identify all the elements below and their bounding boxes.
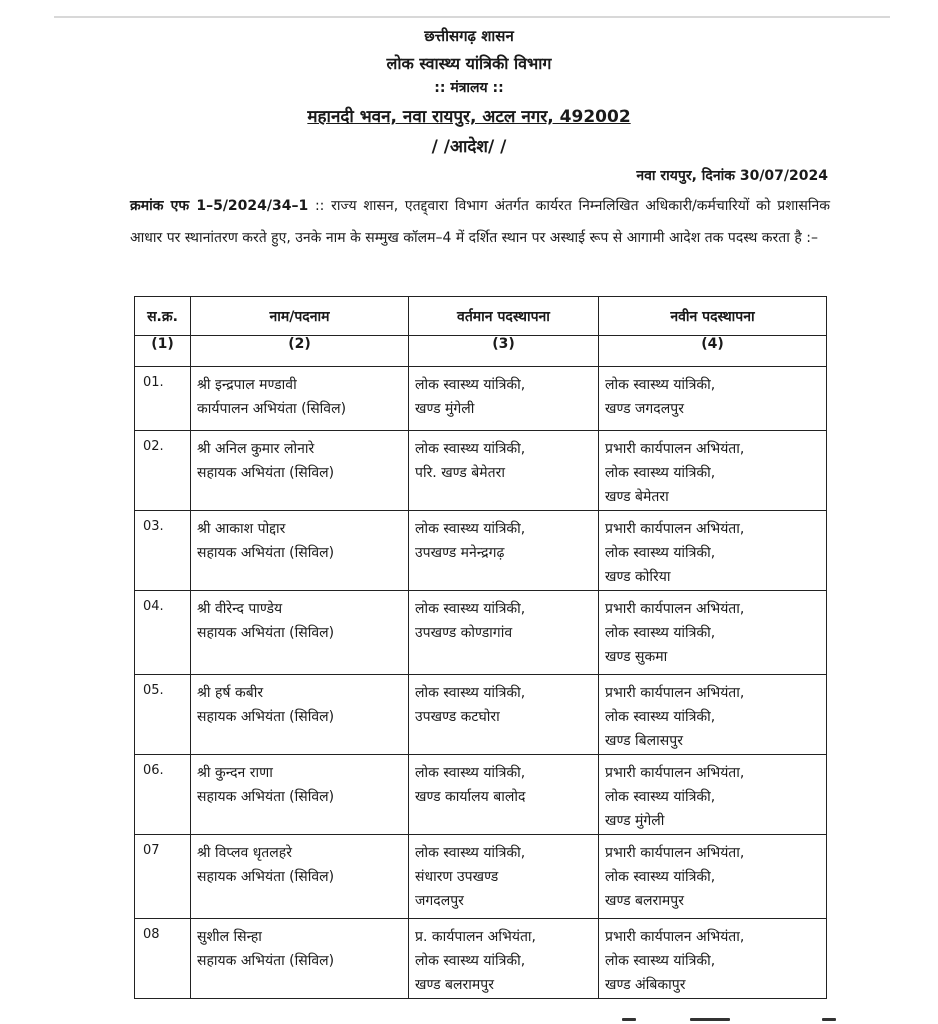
cell-line: श्री वीरेन्द पाण्डेय xyxy=(197,601,283,617)
order-text: :: राज्य शासन, एतद्द्वारा विभाग अंतर्गत कार्यरत निम्नलिखित अधिकारी/कर्मचारियों को प्रशासनिक आधार पर स्थानांतरण करते हुए, उनके नाम के सम्मुख कॉलम–4 में दर्शित स्थान पर अस्थाई रूप से आगामी आदेश तक पदस्थ करता है :– xyxy=(130,198,830,246)
table-header-row xyxy=(135,297,827,336)
new-posting-cell xyxy=(599,675,827,755)
column-number: (3) xyxy=(409,336,599,367)
cell-line: श्री कुन्दन राणा xyxy=(197,765,273,781)
name-designation-cell xyxy=(191,675,409,755)
cell-line: प्र. कार्यपालन अभियंता, xyxy=(415,929,536,945)
current-posting-cell xyxy=(409,835,599,919)
cell-line: खण्ड बलरामपुर xyxy=(605,893,684,909)
cell-line: खण्ड मुंगेली xyxy=(605,813,665,829)
new-posting-cell xyxy=(599,367,827,431)
serial-number: 03. xyxy=(135,511,191,591)
department-title: लोक स्वास्थ्य यांत्रिकी विभाग xyxy=(386,54,552,73)
name-designation-cell xyxy=(191,919,409,999)
cell-line: श्री आकाश पोद्दार xyxy=(197,521,286,537)
table-row xyxy=(135,511,827,591)
table-row xyxy=(135,675,827,755)
cell-line: लोक स्वास्थ्य यांत्रिकी, xyxy=(605,869,716,885)
new-posting-cell xyxy=(599,835,827,919)
serial-number: 06. xyxy=(135,755,191,835)
serial-number: 02. xyxy=(135,431,191,511)
order-title: / /आदेश/ / xyxy=(431,137,507,157)
cell-line: कार्यपालन अभियंता (सिविल) xyxy=(197,401,347,417)
cell-line: लोक स्वास्थ्य यांत्रिकी, xyxy=(415,377,526,393)
cell-line: संधारण उपखण्ड xyxy=(415,869,499,885)
cell-line: लोक स्वास्थ्य यांत्रिकी, xyxy=(415,845,526,861)
table-row xyxy=(135,367,827,431)
current-posting-cell xyxy=(409,511,599,591)
cut-off-bottom-text xyxy=(0,1016,938,1024)
current-posting-cell xyxy=(409,675,599,755)
name-designation-cell xyxy=(191,591,409,675)
cell-line: खण्ड कार्यालय बालोद xyxy=(415,789,526,805)
new-posting-cell xyxy=(599,511,827,591)
cell-line: प्रभारी कार्यपालन अभियंता, xyxy=(605,685,745,701)
new-posting-cell xyxy=(599,591,827,675)
cell-line: उपखण्ड मनेन्द्रगढ़ xyxy=(415,545,505,561)
current-posting-cell xyxy=(409,755,599,835)
ministry-label: :: मंत्रालय :: xyxy=(434,80,504,96)
cell-line: खण्ड बलरामपुर xyxy=(415,977,494,993)
cell-line: उपखण्ड कोण्डागांव xyxy=(415,625,513,641)
current-posting-cell xyxy=(409,367,599,431)
transfer-table xyxy=(134,296,827,999)
table-row xyxy=(135,755,827,835)
serial-number: 08 xyxy=(135,919,191,999)
column-number: (4) xyxy=(599,336,827,367)
serial-number: 04. xyxy=(135,591,191,675)
name-designation-cell xyxy=(191,835,409,919)
table-row xyxy=(135,431,827,511)
cell-line: सहायक अभियंता (सिविल) xyxy=(197,709,335,725)
cell-line: लोक स्वास्थ्य यांत्रिकी, xyxy=(605,545,716,561)
column-number: (2) xyxy=(191,336,409,367)
cell-line: प्रभारी कार्यपालन अभियंता, xyxy=(605,521,745,537)
name-designation-cell xyxy=(191,755,409,835)
cell-line: प्रभारी कार्यपालन अभियंता, xyxy=(605,845,745,861)
column-number: (1) xyxy=(135,336,191,367)
cell-line: खण्ड जगदलपुर xyxy=(605,401,684,417)
cell-line: लोक स्वास्थ्य यांत्रिकी, xyxy=(415,441,526,457)
cell-line: लोक स्वास्थ्य यांत्रिकी, xyxy=(415,765,526,781)
cell-line: सहायक अभियंता (सिविल) xyxy=(197,789,335,805)
serial-number: 01. xyxy=(135,367,191,431)
new-posting-cell xyxy=(599,431,827,511)
column-number-row xyxy=(135,336,827,367)
header-new-posting: नवीन पदस्थापना xyxy=(599,297,827,336)
cell-line: श्री विप्लव धृतलहरे xyxy=(197,845,292,861)
cell-line: खण्ड अंबिकापुर xyxy=(605,977,686,993)
cell-line: प्रभारी कार्यपालन अभियंता, xyxy=(605,601,745,617)
current-posting-cell xyxy=(409,919,599,999)
cell-line: जगदलपुर xyxy=(415,893,464,909)
current-posting-cell xyxy=(409,591,599,675)
cell-line: परि. खण्ड बेमेतरा xyxy=(415,465,505,481)
place-date: नवा रायपुर, दिनांक 30/07/2024 xyxy=(636,168,828,184)
cell-line: लोक स्वास्थ्य यांत्रिकी, xyxy=(605,709,716,725)
serial-number: 05. xyxy=(135,675,191,755)
cell-line: खण्ड बेमेतरा xyxy=(605,489,669,505)
serial-number: 07 xyxy=(135,835,191,919)
cell-line: लोक स्वास्थ्य यांत्रिकी, xyxy=(415,685,526,701)
table-row xyxy=(135,835,827,919)
cell-line: खण्ड बिलासपुर xyxy=(605,733,683,749)
name-designation-cell xyxy=(191,431,409,511)
cell-line: सहायक अभियंता (सिविल) xyxy=(197,545,335,561)
table-row xyxy=(135,591,827,675)
cell-line: प्रभारी कार्यपालन अभियंता, xyxy=(605,765,745,781)
cell-line: लोक स्वास्थ्य यांत्रिकी, xyxy=(415,953,526,969)
table-row xyxy=(135,919,827,999)
cell-line: लोक स्वास्थ्य यांत्रिकी, xyxy=(605,789,716,805)
state-government-title: छत्तीसगढ़ शासन xyxy=(424,27,514,45)
cell-line: श्री अनिल कुमार लोनारे xyxy=(197,441,315,457)
new-posting-cell xyxy=(599,919,827,999)
cell-line: सहायक अभियंता (सिविल) xyxy=(197,869,335,885)
cell-line: खण्ड सुकमा xyxy=(605,649,668,665)
cell-line: खण्ड मुंगेली xyxy=(415,401,475,417)
table-body xyxy=(135,367,827,999)
address-line: महानदी भवन, नवा रायपुर, अटल नगर, 492002 xyxy=(307,107,631,127)
name-designation-cell xyxy=(191,367,409,431)
cell-line: खण्ड कोरिया xyxy=(605,569,671,585)
name-designation-cell xyxy=(191,511,409,591)
cell-line: लोक स्वास्थ्य यांत्रिकी, xyxy=(415,521,526,537)
cell-line: सहायक अभियंता (सिविल) xyxy=(197,625,335,641)
cell-line: श्री हर्ष कबीर xyxy=(197,685,264,701)
cell-line: लोक स्वास्थ्य यांत्रिकी, xyxy=(415,601,526,617)
cell-line: सुशील सिन्हा xyxy=(197,929,262,945)
order-paragraph xyxy=(130,190,830,254)
new-posting-cell xyxy=(599,755,827,835)
cell-line: लोक स्वास्थ्य यांत्रिकी, xyxy=(605,377,716,393)
cell-line: लोक स्वास्थ्य यांत्रिकी, xyxy=(605,625,716,641)
cell-line: सहायक अभियंता (सिविल) xyxy=(197,953,335,969)
cell-line: लोक स्वास्थ्य यांत्रिकी, xyxy=(605,465,716,481)
cell-line: श्री इन्द्रपाल मण्डावी xyxy=(197,377,297,393)
current-posting-cell xyxy=(409,431,599,511)
cell-line: लोक स्वास्थ्य यांत्रिकी, xyxy=(605,953,716,969)
cell-line: सहायक अभियंता (सिविल) xyxy=(197,465,335,481)
header-name-designation: नाम/पदनाम xyxy=(191,297,409,336)
header-serial: स.क्र. xyxy=(135,297,191,336)
top-divider xyxy=(54,16,890,18)
cell-line: प्रभारी कार्यपालन अभियंता, xyxy=(605,929,745,945)
cell-line: उपखण्ड कटघोरा xyxy=(415,709,500,725)
cell-line: प्रभारी कार्यपालन अभियंता, xyxy=(605,441,745,457)
order-number: क्रमांक एफ 1–5/2024/34–1 xyxy=(130,198,309,214)
header-current-posting: वर्तमान पदस्थापना xyxy=(409,297,599,336)
